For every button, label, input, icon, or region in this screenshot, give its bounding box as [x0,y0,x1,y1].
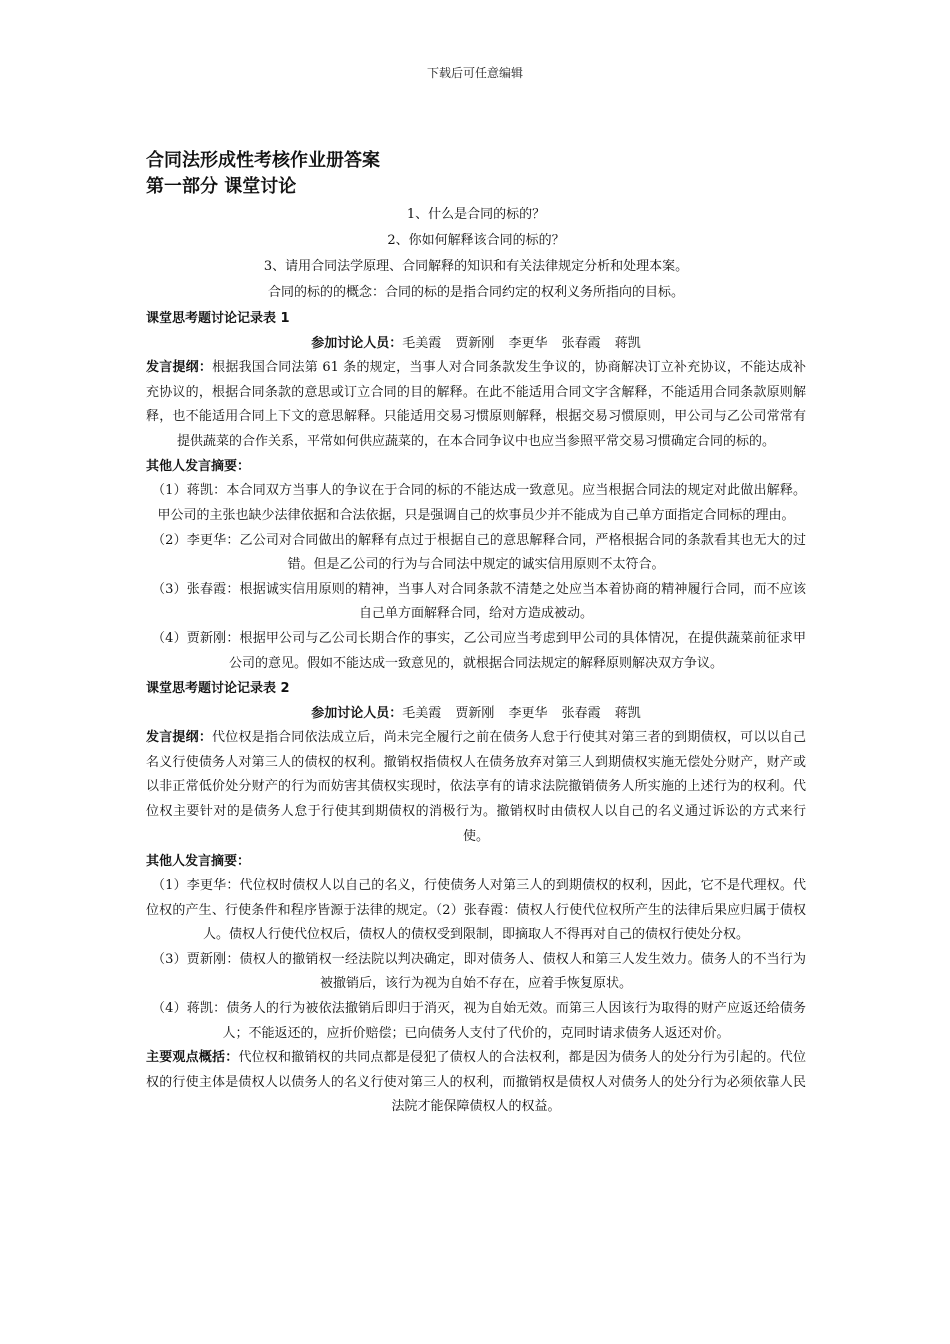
record2-other-2: （3）贾新刚：债权人的撤销权一经法院以判决确定，即对债务人、债权人和第三人发生效力。债务人的不当行为被撤销后，该行为视为自始不存在，应着手恢复原状。 [152,951,806,992]
record2-participants [146,701,806,726]
record1-others-heading: 其他人发言摘要： [146,459,251,475]
participants-label: 参加讨论人员： [311,706,403,722]
participants-label: 参加讨论人员： [311,336,403,351]
record2-heading: 课堂思考题讨论记录表 2 [146,681,290,697]
summary-label: 主要观点概括： [146,1050,239,1066]
record1-other-2: （2）李更华：乙公司对合同做出的解释有点过于根据自己的意思解释合同，严格根据合同的条款看其也无大的过错。但是乙公司的行为与合同法中规定的诚实信用原则不太符合。 [152,532,806,573]
record2-outline [146,726,806,849]
document-title: 合同法形成性考核作业册答案 [146,150,380,171]
question-3: 3、请用合同法学原理、合同解释的知识和有关法律规定分析和处理本案。 [263,259,689,274]
participants-names: 毛美霞 贾新刚 李更华 张春霞 蒋凯 [402,706,641,722]
participants-names: 毛美霞 贾新刚 李更华 张春霞 蒋凯 [402,336,641,351]
part-heading: 第一部分 课堂讨论 [146,176,297,197]
concept-definition: 合同的标的的概念：合同的标的是指合同约定的权利义务所指向的目标。 [267,285,684,300]
summary-text: 代位权和撤销权的共同点都是侵犯了债权人的合法权利，都是因为债务人的处分行为引起的。代位权的行使主体是债权人以债务人的名义行使对第三人的权利，而撤销权是债权人对债务人的处分行为必须依靠人民法院才能保障债权人的权益。 [146,1050,806,1115]
outline-text: 根据我国合同法第 61 条的规定，当事人对合同条款发生争议的，协商解决订立补充协议，不能达成补充协议的，根据合同条款的意思或订立合同的目的解释。在此不能适用合同文字含解释，不能适用合同条款原则解释，也不能适用合同上下文的意思解释。只能适用交易习惯原则解释，根据交易习惯原则，甲公司与乙公司常常有提供蔬菜的合作关系，平常如何供应蔬菜的，在本合同争议中也应当参照平常交易习惯确定合同的标的。 [146,360,806,449]
record2-others-heading: 其他人发言摘要： [146,854,251,870]
document-body [146,148,806,1120]
record2-other-1: （1）李更华：代位权时债权人以自己的名义，行使债务人对第三人的到期债权的权利，因此，它不是代理权。代位权的产生、行使条件和程序皆源于法律的规定。（2）张春霞：债权人行使代位权所产生的法律后果应归属于债权人。债权人行使代位权后，债权人的债权受到限制，即摘取人不得再对自己的债权行使处分权。 [146,878,806,943]
record1-heading: 课堂思考题讨论记录表 1 [146,311,290,326]
outline-label: 发言提纲： [146,360,213,375]
question-2: 2、你如何解释该合同的标的？ [387,233,565,248]
question-1: 1、什么是合同的标的？ [406,207,546,222]
outline-text: 代位权是指合同依法成立后，尚未完全履行之前在债务人怠于行使其对第三者的到期债权，可以以自己名义行使债务人对第三人的债权的权利。撤销权指债权人在债务放弃对第三人到期债权实施无偿处分财产，财产或以非正常低价处分财产的行为而妨害其债权实现时，依法享有的请求法院撤销债务人所实施的上述行为的权利。代位权主要针对的是债务人怠于行使其到期债权的消极行为。撤销权时由债权人以自己的名义通过诉讼的方式来行使。 [146,730,806,844]
record2-other-3: （4）蒋凯：债务人的行为被依法撤销后即归于消灭，视为自始无效。而第三人因该行为取得的财产应返还给债务人；不能返还的，应折价赔偿；已向债务人支付了代价的，克同时请求债务人返还对价。 [152,1001,806,1041]
record1-other-1: （1）蒋凯：本合同双方当事人的争议在于合同的标的不能达成一致意见。应当根据合同法的规定对此做出解释。甲公司的主张也缺少法律依据和合法依据，只是强调自己的炊事员少并不能成为自己单方面指定合同标的理由。 [152,483,806,523]
record1-other-3: （3）张春霞：根据诚实信用原则的精神，当事人对合同条款不清楚之处应当本着协商的精神履行合同，而不应该自己单方面解释合同，给对方造成被动。 [152,581,806,622]
record1-other-4: （4）贾新刚：根据甲公司与乙公司长期合作的事实，乙公司应当考虑到甲公司的具体情况，在提供蔬菜前征求甲公司的意见。假如不能达成一致意见的，就根据合同法规定的解释原则解决双方争议。 [152,630,806,671]
record2-summary [146,1046,806,1120]
outline-label: 发言提纲： [146,730,213,746]
record1-participants [146,331,806,356]
page-header-note: 下载后可任意编辑 [426,66,523,80]
record1-outline [146,356,806,454]
